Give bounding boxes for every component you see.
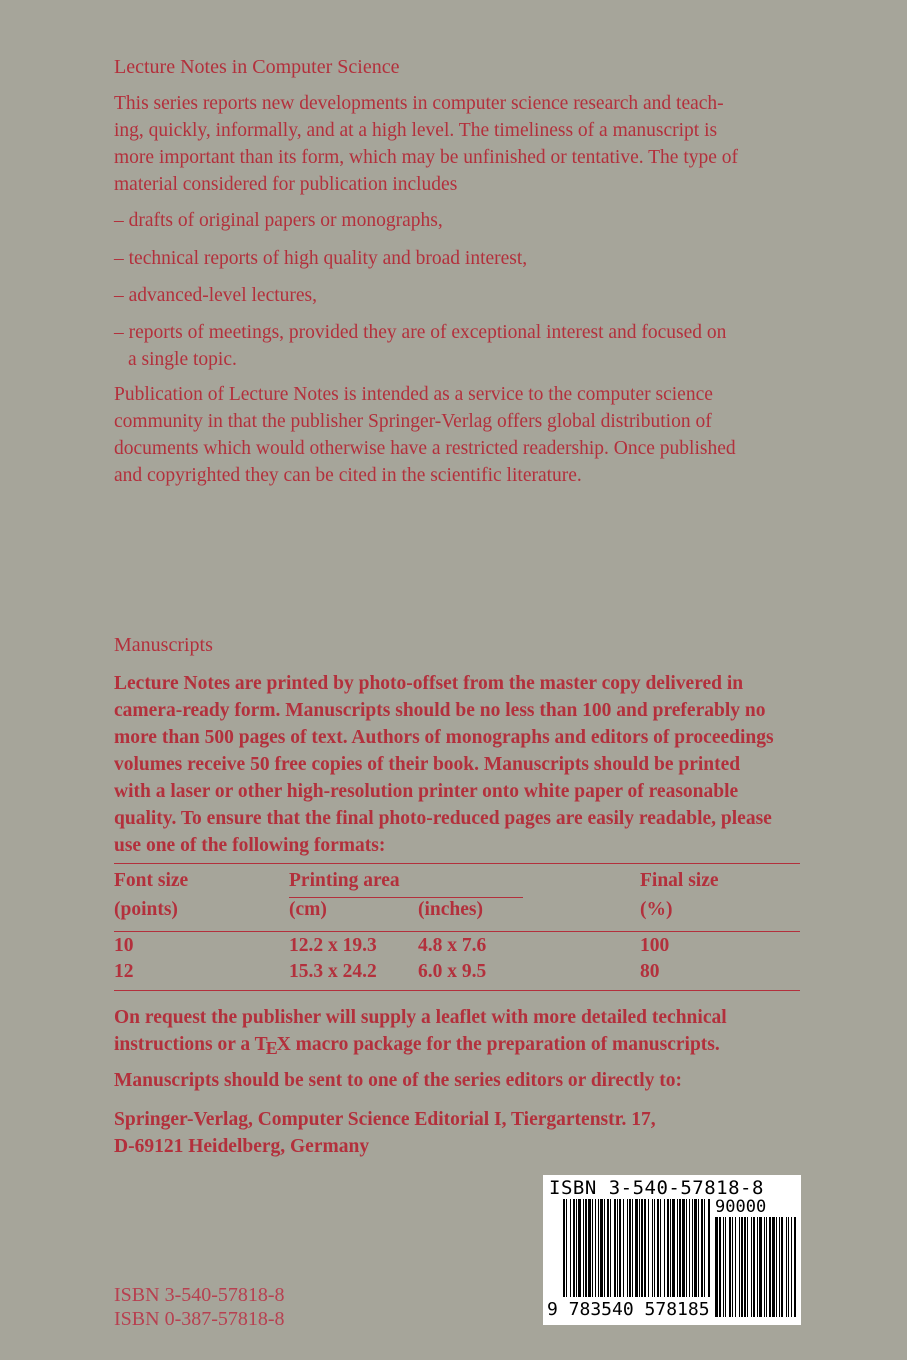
barcode-bar bbox=[654, 1199, 655, 1297]
barcode-addon-bar bbox=[753, 1217, 755, 1317]
cell-final: 80 bbox=[640, 961, 660, 982]
barcode-addon-bar bbox=[786, 1217, 787, 1317]
header-font-size: Font size bbox=[114, 870, 189, 891]
barcode-addon-bar bbox=[741, 1217, 743, 1317]
address-line: Springer-Verlag, Computer Science Editorial I, Tiergartenstr. 17, bbox=[114, 1109, 656, 1130]
barcode-bar bbox=[682, 1199, 685, 1297]
barcode-ean-text: 9 783540 578185 bbox=[547, 1299, 710, 1320]
barcode-addon-bar bbox=[719, 1217, 721, 1317]
barcode-bar bbox=[598, 1199, 599, 1297]
barcode-bar bbox=[614, 1199, 616, 1297]
barcode-bar bbox=[600, 1199, 603, 1297]
barcode-addon-bar bbox=[766, 1217, 767, 1317]
table-rule-mid bbox=[114, 931, 800, 932]
header-cm: (cm) bbox=[289, 899, 327, 920]
barcode-bar bbox=[588, 1199, 591, 1297]
barcode-bar bbox=[657, 1199, 659, 1297]
barcode-addon-bar bbox=[735, 1217, 736, 1317]
barcode-addon-bar bbox=[729, 1217, 731, 1317]
cell-inches: 4.8 x 7.6 bbox=[418, 935, 487, 956]
barcode-bar bbox=[694, 1199, 697, 1297]
barcode-bar bbox=[619, 1199, 621, 1297]
text-line: material considered for publication includes bbox=[114, 174, 458, 195]
bullet-item: – advanced-level lectures, bbox=[114, 285, 318, 306]
barcode-addon-bar bbox=[739, 1217, 740, 1317]
barcode-bar bbox=[595, 1199, 596, 1297]
barcode-addon-bar bbox=[791, 1217, 792, 1317]
barcode-bar bbox=[604, 1199, 605, 1297]
barcode-bar bbox=[686, 1199, 687, 1297]
text-line: Publication of Lecture Notes is intended as a service to the computer science bbox=[114, 384, 713, 405]
text-line: camera-ready form. Manuscripts should be no less than 100 and preferably no bbox=[114, 700, 766, 721]
tex-logo-e: E bbox=[265, 1038, 278, 1058]
isbn-line: ISBN 0-387-57818-8 bbox=[114, 1308, 285, 1330]
barcode-bar bbox=[639, 1199, 640, 1297]
barcode-bar bbox=[585, 1199, 587, 1297]
barcode-bar bbox=[664, 1199, 665, 1297]
barcode-bar bbox=[576, 1199, 577, 1297]
barcode-addon-bar bbox=[747, 1217, 748, 1317]
series-title: Lecture Notes in Computer Science bbox=[114, 56, 400, 78]
barcode-bar bbox=[641, 1199, 643, 1297]
bullet-item: – technical reports of high quality and broad interest, bbox=[114, 248, 528, 269]
barcode-bar bbox=[578, 1199, 581, 1297]
publication-paragraph bbox=[114, 381, 804, 489]
barcode-addon-bar bbox=[715, 1217, 718, 1317]
manuscripts-paragraph bbox=[114, 670, 804, 859]
cell-inches: 6.0 x 9.5 bbox=[418, 961, 487, 982]
text-line: documents which would otherwise have a restricted readership. Once published bbox=[114, 438, 736, 459]
barcode-addon-bar bbox=[757, 1217, 758, 1317]
barcode-addon-bar bbox=[776, 1217, 777, 1317]
barcode-bar bbox=[701, 1199, 703, 1297]
send-line: Manuscripts should be sent to one of the series editors or directly to: bbox=[114, 1070, 682, 1091]
address bbox=[114, 1106, 656, 1160]
barcode-addon-bar bbox=[772, 1217, 775, 1317]
barcode-addon-bar bbox=[788, 1217, 789, 1317]
cell-final: 100 bbox=[640, 935, 670, 956]
text-line: with a laser or other high-resolution printer onto white paper of reasonable bbox=[114, 781, 739, 802]
barcode-addon-bar bbox=[781, 1217, 783, 1317]
barcode-bar bbox=[627, 1199, 628, 1297]
isbn-line: ISBN 3-540-57818-8 bbox=[114, 1284, 285, 1306]
manuscripts-title: Manuscripts bbox=[114, 634, 213, 656]
bullet-item: – drafts of original papers or monographs, bbox=[114, 210, 443, 231]
text-line: more important than its form, which may be unfinished or tentative. The type of bbox=[114, 147, 739, 168]
text-fragment: X macro package for the preparation of manuscripts. bbox=[276, 1034, 720, 1055]
barcode-bar bbox=[610, 1199, 611, 1297]
barcode-bar bbox=[672, 1199, 675, 1297]
text-fragment: instructions or a T bbox=[114, 1034, 268, 1055]
barcode-addon-bar bbox=[725, 1217, 726, 1317]
barcode-bar bbox=[677, 1199, 678, 1297]
barcode-addon-bar bbox=[723, 1217, 724, 1317]
barcode-bar bbox=[563, 1199, 565, 1297]
barcode-bar bbox=[632, 1199, 633, 1297]
header-percent: (%) bbox=[640, 899, 673, 920]
text-line bbox=[114, 1031, 804, 1058]
header-final-size: Final size bbox=[640, 870, 719, 891]
barcode-bar bbox=[689, 1199, 690, 1297]
text-line: This series reports new developments in computer science research and teach- bbox=[114, 93, 724, 114]
table-rule-bottom bbox=[114, 990, 800, 991]
barcode-addon-bar bbox=[769, 1217, 771, 1317]
barcode-bar bbox=[644, 1199, 646, 1297]
barcode-bar bbox=[652, 1199, 653, 1297]
barcode-bar bbox=[679, 1199, 681, 1297]
header-printing-area: Printing area bbox=[289, 870, 400, 891]
isbn-block bbox=[114, 1283, 285, 1331]
bullet-item: – reports of meetings, provided they are of exceptional interest and focused on bbox=[114, 322, 727, 343]
barcode-addon-bar bbox=[794, 1217, 796, 1317]
barcode-bar bbox=[623, 1199, 624, 1297]
text-line: and copyrighted they can be cited in the scientific literature. bbox=[114, 465, 582, 486]
barcode-bar bbox=[704, 1199, 705, 1297]
table-rule-printing-area bbox=[289, 897, 523, 898]
cell-font: 12 bbox=[114, 961, 134, 982]
text-line: Lecture Notes are printed by photo-offset from the master copy delivered in bbox=[114, 673, 744, 694]
text-line: On request the publisher will supply a leaflet with more detailed technical bbox=[114, 1007, 727, 1028]
barcode-bar bbox=[617, 1199, 618, 1297]
barcode-bar bbox=[635, 1199, 638, 1297]
barcode-addon-bar bbox=[759, 1217, 762, 1317]
barcode-bar bbox=[667, 1199, 669, 1297]
barcode-bar bbox=[570, 1199, 571, 1297]
barcode bbox=[543, 1175, 801, 1325]
table-rule-top bbox=[114, 863, 800, 864]
request-paragraph bbox=[114, 1004, 804, 1058]
barcode-addon-bar bbox=[764, 1217, 765, 1317]
barcode-bar bbox=[692, 1199, 693, 1297]
barcode-bar bbox=[566, 1199, 567, 1297]
text-line: ing, quickly, informally, and at a high level. The timeliness of a manuscript is bbox=[114, 120, 718, 141]
text-line: quality. To ensure that the final photo-reduced pages are easily readable, please bbox=[114, 808, 772, 829]
barcode-addon-bar bbox=[744, 1217, 746, 1317]
barcode-bar bbox=[660, 1199, 661, 1297]
text-line: use one of the following formats: bbox=[114, 835, 386, 856]
text-line: community in that the publisher Springer-Verlag offers global distribution of bbox=[114, 411, 712, 432]
barcode-isbn-text: ISBN 3-540-57818-8 bbox=[549, 1177, 764, 1199]
barcode-bar bbox=[698, 1199, 699, 1297]
barcode-bar bbox=[607, 1199, 609, 1297]
header-inches: (inches) bbox=[418, 899, 483, 920]
barcode-addon-bar bbox=[779, 1217, 780, 1317]
barcode-bar bbox=[708, 1199, 710, 1297]
header-points: (points) bbox=[114, 899, 178, 920]
bullet-item-continuation: a single topic. bbox=[128, 349, 237, 370]
barcode-addon-bar bbox=[751, 1217, 752, 1317]
address-line: D-69121 Heidelberg, Germany bbox=[114, 1136, 370, 1157]
barcode-bar bbox=[583, 1199, 584, 1297]
barcode-bar bbox=[648, 1199, 649, 1297]
intro-paragraph bbox=[114, 90, 804, 198]
barcode-bar bbox=[670, 1199, 671, 1297]
barcode-bar bbox=[573, 1199, 575, 1297]
text-line: more than 500 pages of text. Authors of monographs and editors of proceedings bbox=[114, 727, 774, 748]
cell-cm: 12.2 x 19.3 bbox=[289, 935, 377, 956]
text-line: volumes receive 50 free copies of their book. Manuscripts should be printed bbox=[114, 754, 741, 775]
cell-font: 10 bbox=[114, 935, 134, 956]
cell-cm: 15.3 x 24.2 bbox=[289, 961, 377, 982]
barcode-bar bbox=[592, 1199, 593, 1297]
barcode-bar bbox=[629, 1199, 631, 1297]
barcode-addon-text: 90000 bbox=[715, 1197, 767, 1217]
barcode-addon-bar bbox=[732, 1217, 733, 1317]
